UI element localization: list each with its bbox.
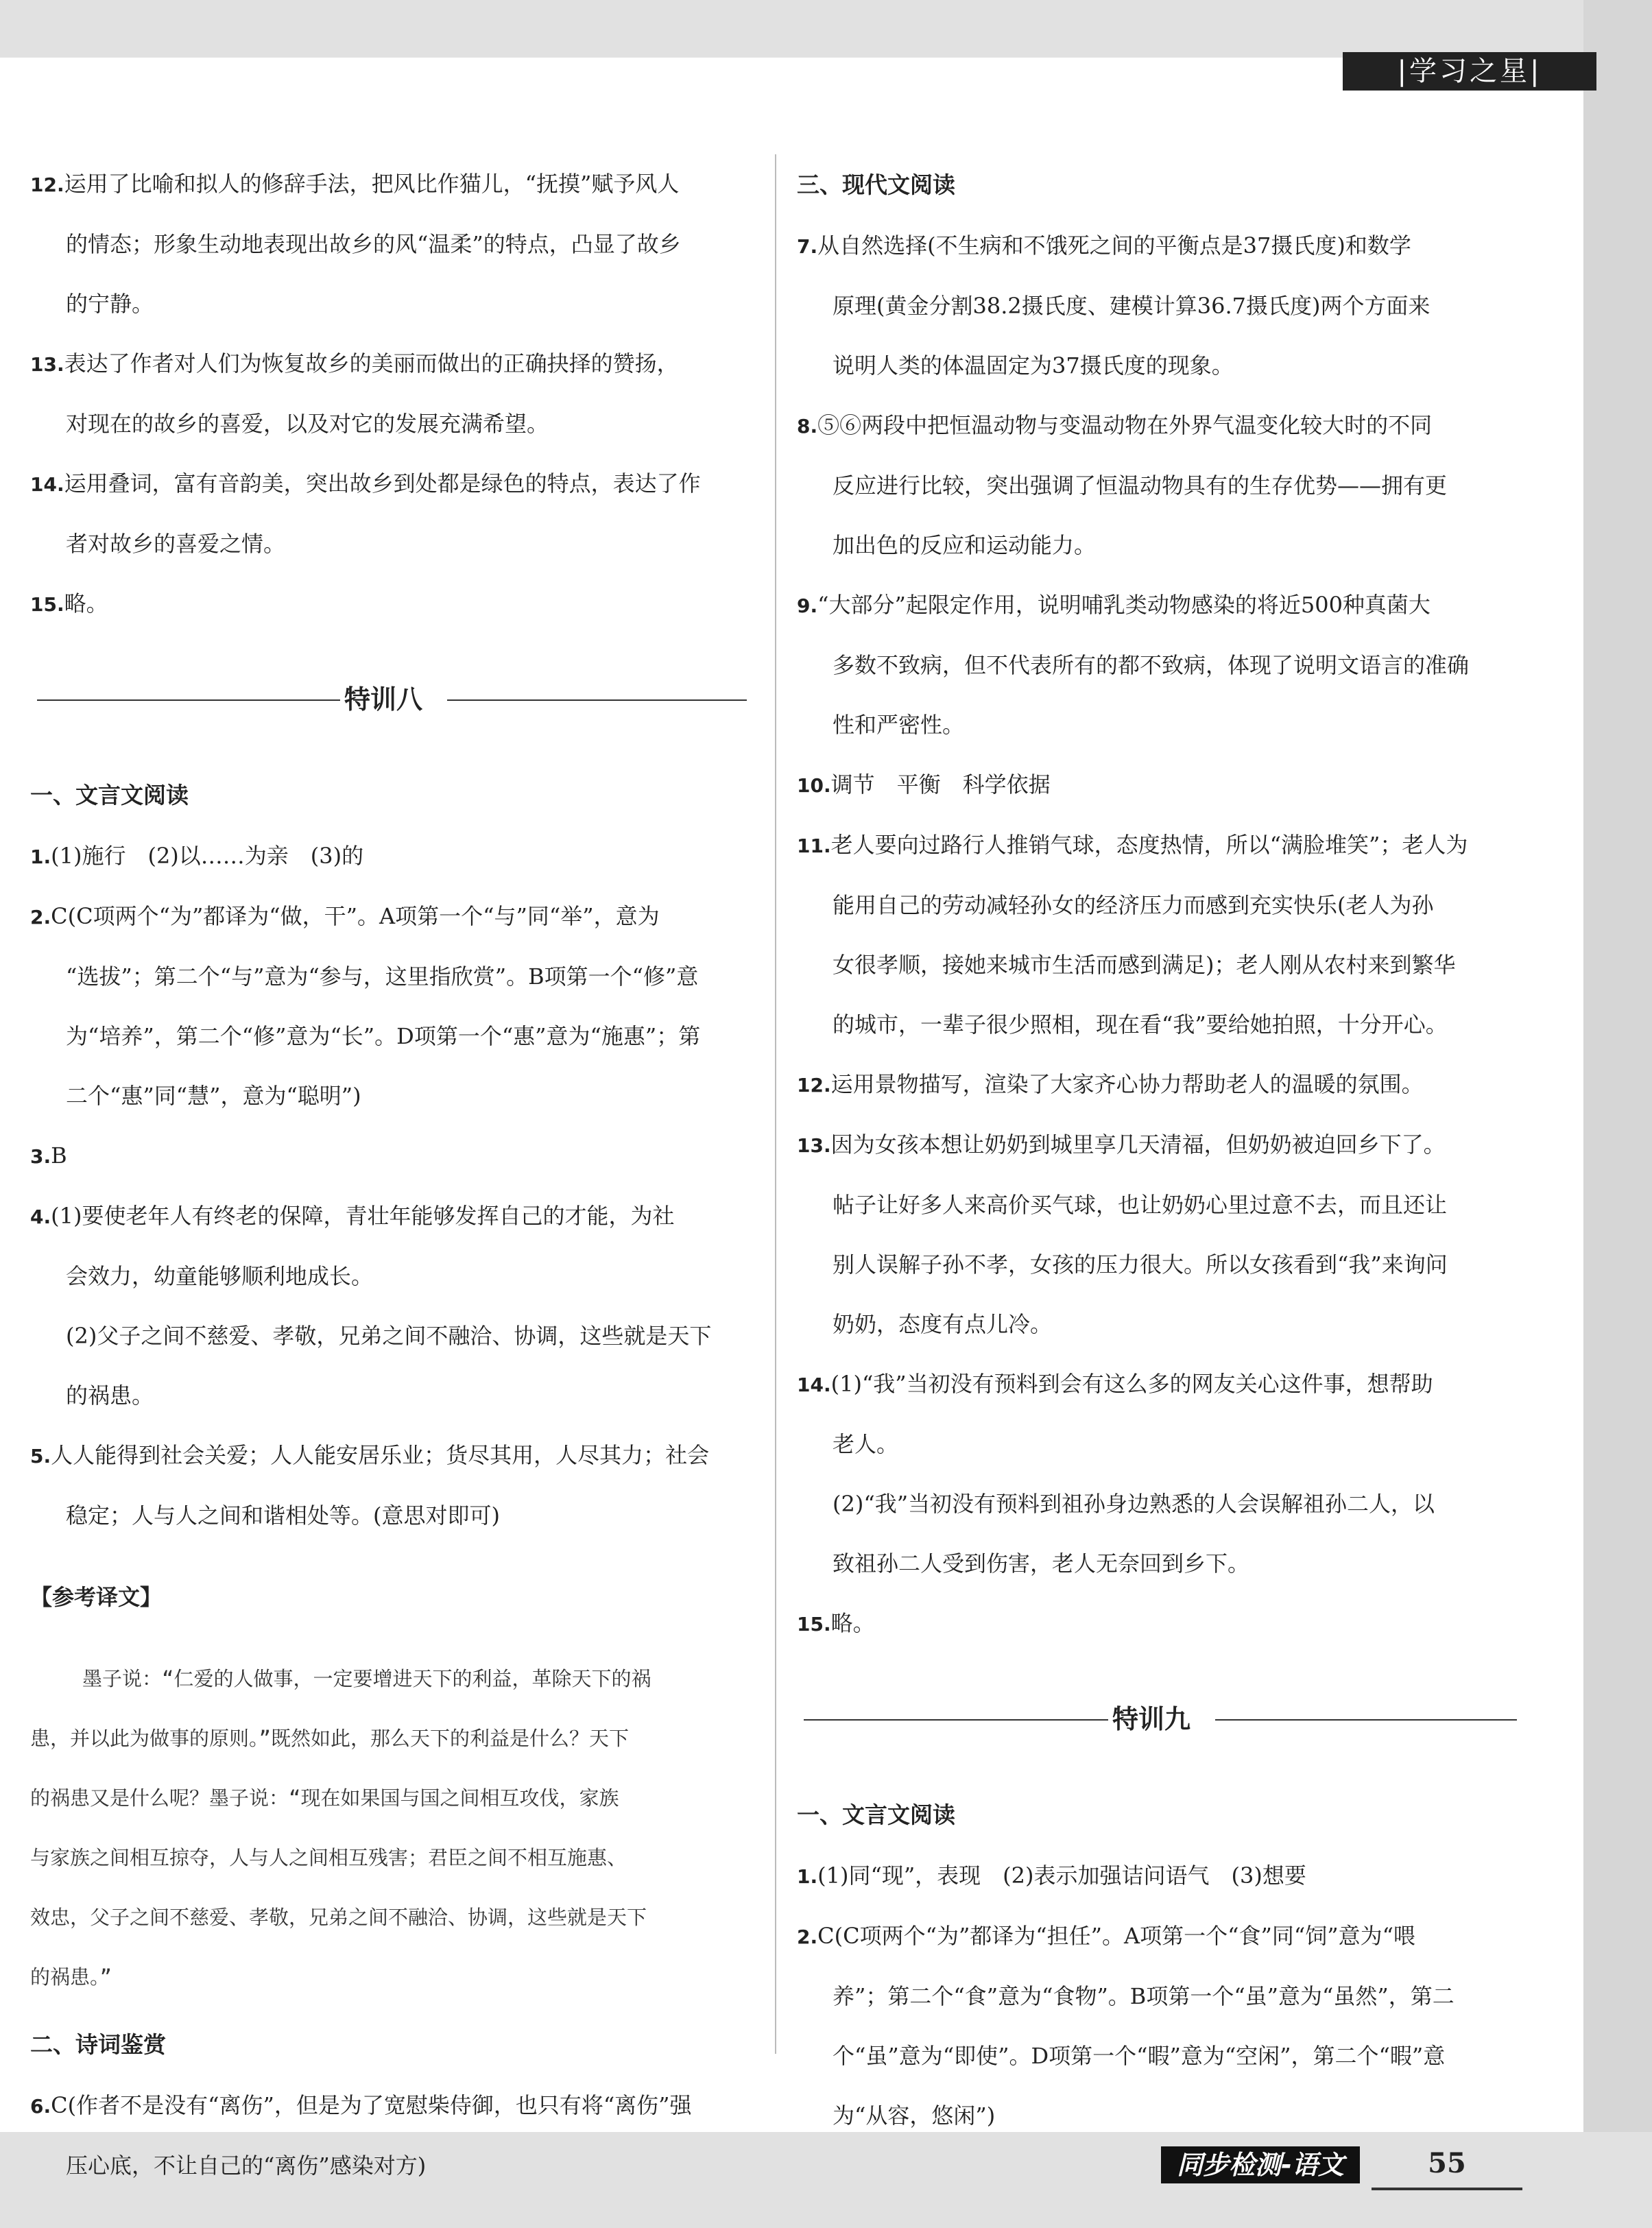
- answer-item: [797, 815, 1524, 876]
- item-number: 13.: [797, 1134, 831, 1157]
- item-text: (1)施行 (2)以……为亲 (3)的: [51, 843, 364, 869]
- answer-item: [797, 1594, 1524, 1654]
- item-text-line: 女很孝顺，接她来城市生活而感到满足)；老人刚从农村来到繁华: [833, 952, 1456, 978]
- item-text-line: 者对故乡的喜爱之情。: [66, 531, 286, 557]
- item-text: C(C项两个“为”都译为“做，干”。A项第一个“与”同“举”，意为: [51, 903, 660, 929]
- item-text-line: 稳定；人与人之间和谐相处等。(意思对即可): [66, 1502, 500, 1529]
- item-text-line: 老人。: [833, 1431, 899, 1457]
- item-text: 略。: [830, 1610, 875, 1636]
- item-text: 运用景物描写，渲染了大家齐心协力帮助老人的温暖的氛围。: [830, 1071, 1424, 1097]
- section-heading: 一、文言文阅读: [30, 782, 189, 808]
- item-text: 老人要向过路行人推销气球，态度热情，所以“满脸堆笑”；老人为: [830, 832, 1468, 858]
- answer-item: [30, 154, 754, 215]
- answer-item: [30, 887, 754, 947]
- section-heading: 三、现代文阅读: [797, 171, 955, 198]
- answer-item: [797, 1354, 1524, 1415]
- reference-text-line: 效忠，父子之间不慈爱、孝敬，兄弟之间不融洽、协调，这些就是天下: [30, 1906, 647, 1929]
- item-text: “大部分”起限定作用，说明哺乳类动物感染的将近500种真菌大: [817, 592, 1430, 618]
- item-number: 14.: [30, 473, 64, 496]
- item-number: 12.: [30, 173, 64, 196]
- item-number: 12.: [797, 1074, 831, 1097]
- item-text: 调节 平衡 科学依据: [830, 771, 1051, 798]
- answer-item: [30, 1426, 754, 1486]
- answer-item: [797, 1055, 1524, 1115]
- item-text-line: 的祸患。: [66, 1382, 154, 1409]
- item-text: 略。: [64, 590, 108, 616]
- answer-item: [797, 396, 1524, 456]
- item-text-line: 个“虽”意为“即使”。D项第一个“暇”意为“空闲”，第二个“暇”意: [833, 2043, 1446, 2069]
- item-text: 运用了比喻和拟人的修辞手法，把风比作猫儿，“抚摸”赋予风人: [64, 171, 680, 197]
- column-divider: [775, 154, 776, 2054]
- header-tag: |学习之星|: [1343, 52, 1596, 91]
- section-title-rule: [797, 1681, 1524, 1757]
- section-title-rule: [30, 662, 754, 737]
- item-text-line: 压心底，不让自己的“离伤”感染对方): [66, 2153, 427, 2179]
- reference-heading: 【参考译文】: [30, 1584, 163, 1610]
- reference-text-line: 的祸患。”: [30, 1965, 112, 1989]
- rule-line-right: [1215, 1719, 1517, 1721]
- item-number: 15.: [797, 1613, 831, 1636]
- item-number: 15.: [30, 593, 64, 616]
- item-number: 2.: [30, 906, 51, 929]
- item-text: 表达了作者对人们为恢复故乡的美丽而做出的正确抉择的赞扬，: [64, 350, 679, 376]
- item-text: 运用叠词，富有音韵美，突出故乡到处都是绿色的特点，表达了作: [64, 470, 701, 496]
- section-title: 特训九: [1108, 1695, 1195, 1743]
- reference-text-line: 的祸患又是什么呢？墨子说：“现在如果国与国之间相互攻伐，家族: [30, 1786, 619, 1810]
- item-text-line: 帖子让好多人来高价买气球，也让奶奶心里过意不去，而且还让: [833, 1192, 1448, 1218]
- item-text-line: 反应进行比较，突出强调了恒温动物具有的生存优势——拥有更: [833, 472, 1448, 499]
- answer-item: [797, 216, 1524, 276]
- item-number: 4.: [30, 1206, 51, 1228]
- answer-item: [30, 826, 754, 887]
- item-number: 6.: [30, 2095, 51, 2118]
- item-text: 人人能得到社会关爱；人人能安居乐业；货尽其用，人尽其力；社会: [51, 1442, 710, 1468]
- item-text: (1)“我”当初没有预料到会有这么多的网友关心这件事，想帮助: [830, 1371, 1433, 1397]
- item-text-line: 的城市，一辈子很少照相，现在看“我”要给她拍照，十分开心。: [833, 1011, 1448, 1038]
- answer-item: [797, 1906, 1524, 1967]
- item-text: (1)要使老年人有终老的保障，青壮年能够发挥自己的才能，为社: [51, 1203, 675, 1229]
- answer-item: [30, 1186, 754, 1247]
- item-number: 13.: [30, 353, 64, 376]
- item-text: C(作者不是没有“离伤”，但是为了宽慰柴侍御，也只有将“离伤”强: [51, 2092, 692, 2118]
- item-number: 5.: [30, 1445, 51, 1468]
- item-number: 2.: [797, 1926, 818, 1948]
- item-text: C(C项两个“为”都译为“担任”。A项第一个“食”同“饲”意为“喂: [817, 1923, 1415, 1949]
- item-number: 3.: [30, 1145, 51, 1168]
- right-margin-band: [1583, 0, 1652, 2228]
- section-heading: 一、文言文阅读: [797, 1801, 955, 1828]
- item-text: B: [51, 1142, 67, 1169]
- item-text-line: 加出色的反应和运动能力。: [833, 532, 1097, 558]
- item-text: (1)同“现”，表现 (2)表示加强诘问语气 (3)想要: [817, 1862, 1306, 1889]
- answer-item: [30, 454, 754, 514]
- item-text-line: 的情态；形象生动地表现出故乡的风“温柔”的特点，凸显了故乡: [66, 231, 681, 257]
- left-column: [30, 154, 754, 2196]
- item-text: 因为女孩本想让奶奶到城里享几天清福，但奶奶被迫回乡下了。: [830, 1131, 1446, 1158]
- footer-label: 同步检测-语文: [1161, 2146, 1360, 2183]
- reference-text-line: 与家族之间相互掠夺，人与人之间相互残害；君臣之间不相互施惠、: [30, 1846, 627, 1869]
- item-text-line: 对现在的故乡的喜爱，以及对它的发展充满希望。: [66, 411, 549, 437]
- item-text-line: 性和严密性。: [833, 712, 965, 738]
- top-band: [0, 0, 1652, 58]
- item-text-line: 别人误解子孙不孝，女孩的压力很大。所以女孩看到“我”来询问: [833, 1251, 1448, 1278]
- item-number: 1.: [797, 1865, 818, 1888]
- rule-line-right: [447, 699, 747, 701]
- rule-line-left: [37, 699, 344, 701]
- item-text-line: 养”；第二个“食”意为“食物”。B项第一个“虽”意为“虽然”，第二: [833, 1983, 1455, 2009]
- item-text: ⑤⑥两段中把恒温动物与变温动物在外界气温变化较大时的不同: [817, 412, 1433, 438]
- item-text-line: 多数不致病，但不代表所有的都不致病，体现了说明文语言的准确: [833, 652, 1470, 678]
- item-number: 7.: [797, 235, 818, 258]
- answer-item: [797, 755, 1524, 815]
- item-number: 11.: [797, 835, 831, 857]
- item-text-line: 为“培养”，第二个“修”意为“长”。D项第一个“惠”意为“施惠”；第: [66, 1023, 701, 1049]
- answer-item: [797, 1846, 1524, 1906]
- item-text-line: 的宁静。: [66, 291, 154, 317]
- item-text: 从自然选择(不生病和不饿死之间的平衡点是37摄氏度)和数学: [817, 232, 1411, 259]
- item-number: 9.: [797, 595, 818, 617]
- item-text-line: 能用自己的劳动减轻孙女的经济压力而感到充实快乐(老人为孙: [833, 892, 1434, 918]
- page-number: 55: [1372, 2140, 1522, 2190]
- item-text-line: 会效力，幼童能够顺利地成长。: [66, 1263, 374, 1289]
- reference-text-line: 患，并以此为做事的原则。”既然如此，那么天下的利益是什么？天下: [30, 1727, 629, 1750]
- answer-item: [797, 1115, 1524, 1175]
- item-number: 10.: [797, 774, 831, 797]
- answer-item: [30, 574, 754, 634]
- section-heading: 二、诗词鉴赏: [30, 2031, 166, 2058]
- answer-item: [797, 575, 1524, 636]
- item-text-line: “选拔”；第二个“与”意为“参与，这里指欣赏”。B项第一个“修”意: [66, 963, 699, 990]
- item-text-line: (2)父子之间不慈爱、孝敬，兄弟之间不融洽、协调，这些就是天下: [66, 1323, 712, 1349]
- answer-item: [30, 1126, 754, 1186]
- reference-text-line: 墨子说：“仁爱的人做事，一定要增进天下的利益，革除天下的祸: [82, 1667, 651, 1690]
- rule-line-left: [804, 1719, 1112, 1721]
- item-number: 14.: [797, 1374, 831, 1396]
- section-title: 特训八: [340, 675, 427, 723]
- item-text-line: 为“从容，悠闲”): [833, 2103, 996, 2129]
- item-text-line: 致祖孙二人受到伤害，老人无奈回到乡下。: [833, 1550, 1250, 1577]
- answer-item: [30, 2076, 754, 2136]
- item-number: 1.: [30, 846, 51, 868]
- answer-item: [30, 334, 754, 394]
- item-number: 8.: [797, 415, 818, 438]
- item-text-line: 原理(黄金分割38.2摄氏度、建模计算36.7摄氏度)两个方面来: [833, 293, 1430, 319]
- item-text-line: (2)“我”当初没有预料到祖孙身边熟悉的人会误解祖孙二人，以: [833, 1491, 1435, 1517]
- item-text-line: 说明人类的体温固定为37摄氏度的现象。: [833, 352, 1234, 379]
- right-column: [797, 154, 1524, 2146]
- item-text-line: 奶奶，态度有点儿冷。: [833, 1311, 1053, 1337]
- item-text-line: 二个“惠”同“慧”，意为“聪明”): [66, 1083, 361, 1109]
